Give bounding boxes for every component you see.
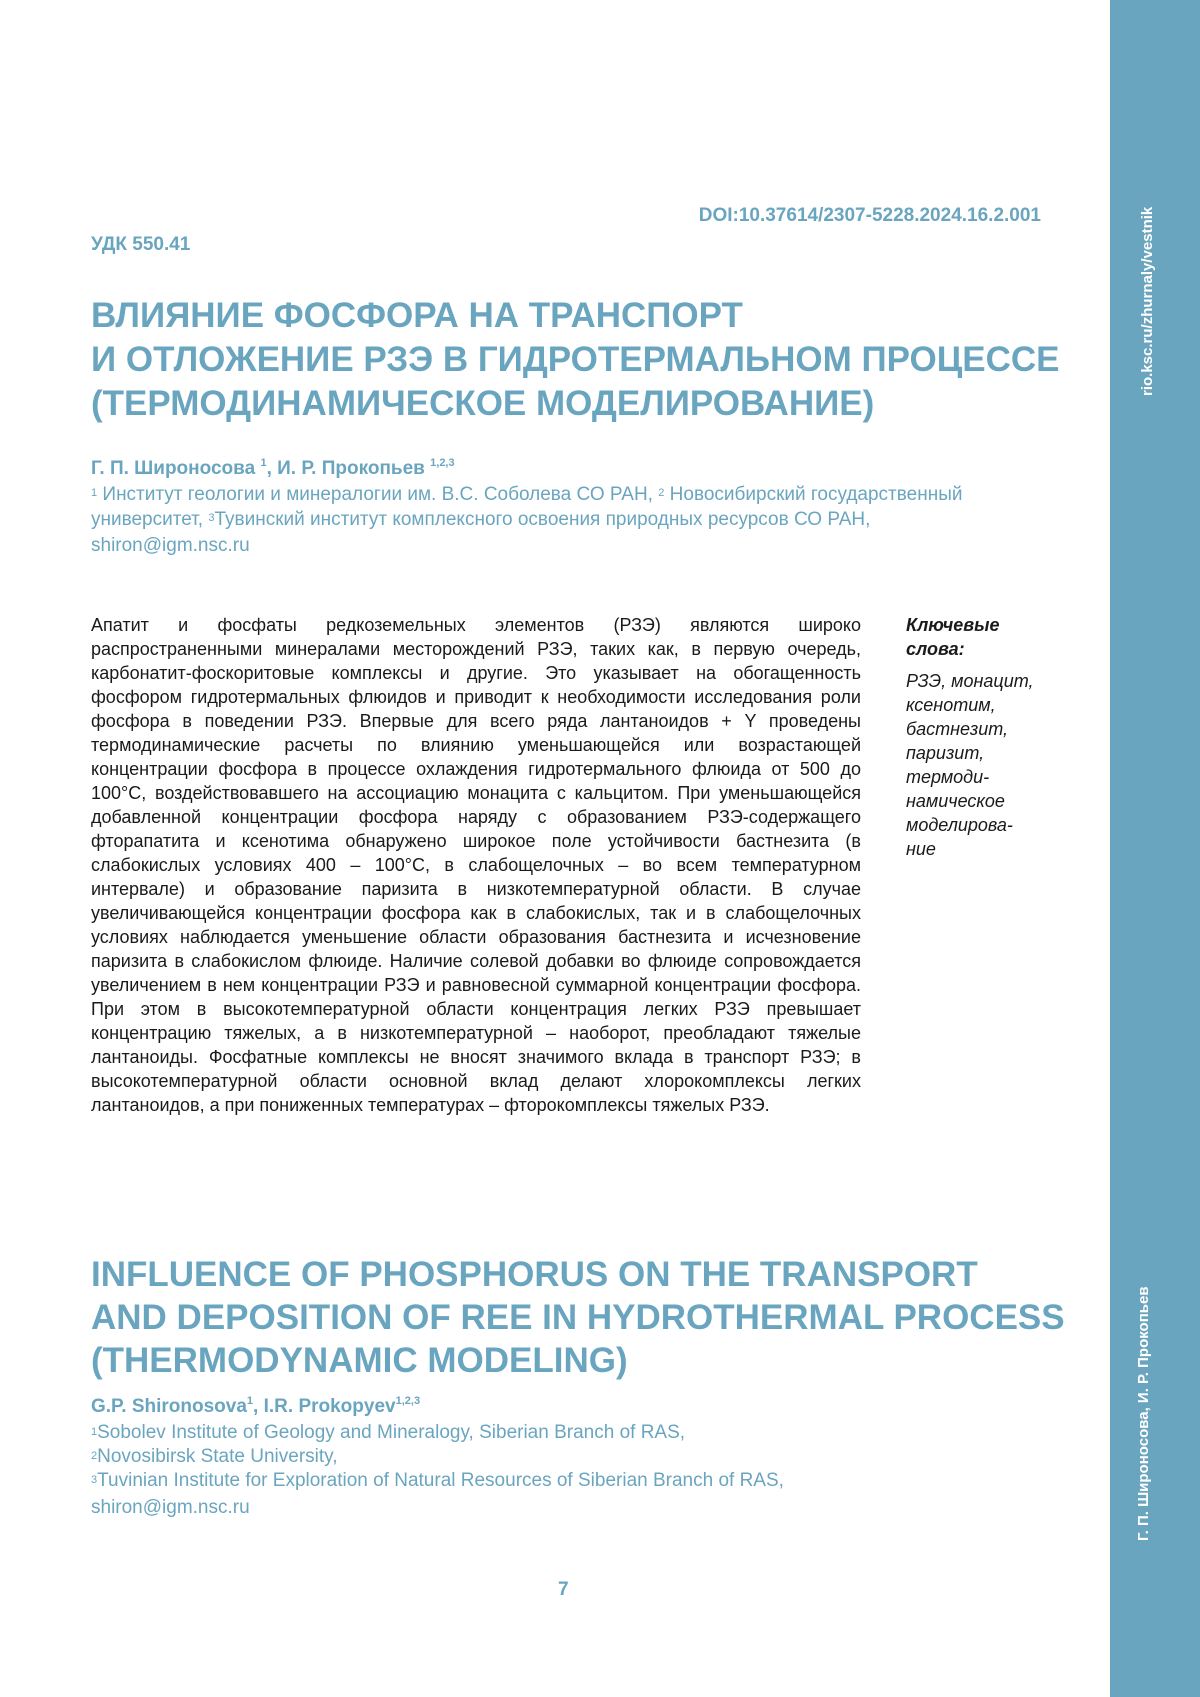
title-ru-line: И ОТЛОЖЕНИЕ РЗЭ В ГИДРОТЕРМАЛЬНОМ ПРОЦЕССЕ (91, 338, 1051, 382)
abstract-ru: Апатит и фосфаты редкоземельных элементов (РЗЭ) являются широко распространенными минералами месторождений РЗЭ, таких как, в первую очередь, карбонатит-фоскоритовые комплексы и другие. Это указывает на обогащенность фосфором гидротермальных флюидов и приводит к необходимости исследования роли фосфора в поведении РЗЭ. Впервые для всего ряда лантаноидов + Y проведены термодинамические расчеты по влиянию уменьшающейся или возрастающей концентрации фосфора в процессе охлаждения гидротермального флюида от 500 до 100°C, воздействовавшего на ассоциацию монацита с кальцитом. При уменьшающейся добавленной концентрации фосфора наряду с образованием РЗЭ-содержащего фторапатита и ксенотима обнаружено широкое поле устойчивости бастнезита (в слабокислых условиях 400 – 100°C, в слабощелочных – во всем температурном интервале) и образование паризита в низкотемпературной области. В случае увеличивающейся концентрации фосфора как в слабокислых, так и в слабощелочных условиях наблюдается уменьшение области образования бастнезита и исчезновение паризита в слабокислом флюиде. Наличие солевой добавки во флюиде сопровождается увеличением в нем концентрации РЗЭ и равновесной суммарной концентрации фосфора. При этом в высокотемпературной области концентрация легких РЗЭ превышает концентрацию тяжелых, а в низкотемпературной – наоборот, преобладают тяжелые лантаноиды. Фосфатные комплексы не вносят значимого вклада в транспорт РЗЭ; в высокотемпературной области основной вклад делают хлорокомплексы легких лантаноидов, а при пониженных температурах – фторокомплексы тяжелых РЗЭ. (91, 613, 861, 1117)
keywords-line: намическое (906, 789, 1046, 813)
author-name: Г. П. Широносова (91, 458, 255, 479)
author-affiliation-mark: 1,2,3 (430, 457, 454, 469)
affiliation-mark: 2 (658, 487, 664, 499)
keywords-line: ксенотим, (906, 693, 1046, 717)
keywords-heading: Ключевые слова: (906, 613, 1046, 661)
title-en-line: INFLUENCE OF PHOSPHORUS ON THE TRANSPORT (91, 1253, 1051, 1296)
affiliation: Новосибирский государственный университет, (91, 484, 962, 530)
affiliations-ru (91, 482, 1051, 532)
affiliation: Тувинский институт комплексного освоения природных ресурсов СО РАН, (214, 509, 870, 530)
keywords-line: паризит, (906, 741, 1046, 765)
journal-url[interactable]: rio.ksc.ru/zhurnaly/vestnik (1139, 207, 1156, 396)
keywords-line: моделирова- (906, 813, 1046, 837)
affiliation: Институт геологии и минералогии им. В.С. Соболева СО РАН, (102, 484, 653, 505)
affiliation-mark: 3 (91, 1474, 97, 1486)
keywords-line: РЗЭ, монацит, (906, 669, 1046, 693)
doi[interactable]: DOI:10.37614/2307-5228.2024.16.2.001 (699, 205, 1041, 227)
author-separator: , (253, 1396, 264, 1417)
title-en (91, 1253, 1051, 1382)
title-en-line: AND DEPOSITION OF REE IN HYDROTHERMAL PROCESS (91, 1296, 1051, 1339)
title-ru-line: (ТЕРМОДИНАМИЧЕСКОЕ МОДЕЛИРОВАНИЕ) (91, 382, 1051, 426)
page-number: 7 (558, 1579, 569, 1601)
author-name: И. Р. Прокопьев (277, 458, 425, 479)
author-separator: , (267, 458, 278, 479)
affiliation-line (91, 1421, 784, 1445)
author-affiliation-mark: 1 (247, 1395, 253, 1407)
email-ru[interactable]: shiron@igm.nsc.ru (91, 535, 250, 557)
affiliation-line (91, 1469, 784, 1493)
affiliation-mark: 1 (91, 1426, 97, 1438)
author-affiliation-mark: 1 (260, 457, 266, 469)
affiliation: Tuvinian Institute for Exploration of Natural Resources of Siberian Branch of RAS, (97, 1470, 784, 1491)
running-authors: Г. П. Широносова, И. Р. Прокопьев (1135, 1286, 1152, 1541)
affiliation: Sobolev Institute of Geology and Mineralogy, Siberian Branch of RAS, (97, 1422, 685, 1443)
email-en[interactable]: shiron@igm.nsc.ru (91, 1497, 250, 1519)
keywords-line: термоди- (906, 765, 1046, 789)
affiliation-mark: 2 (91, 1450, 97, 1462)
affiliation-mark: 1 (91, 487, 97, 499)
udk-code: УДК 550.41 (91, 234, 190, 256)
affiliation-line (91, 1445, 784, 1469)
authors-ru (91, 458, 455, 480)
affiliations-en (91, 1421, 784, 1493)
affiliation: Novosibirsk State University, (97, 1446, 337, 1467)
keywords-block (906, 613, 1046, 861)
title-en-line: (THERMODYNAMIC MODELING) (91, 1339, 1051, 1382)
title-ru-line: ВЛИЯНИЕ ФОСФОРА НА ТРАНСПОРТ (91, 294, 1051, 338)
author-name: G.P. Shironosova (91, 1396, 247, 1417)
title-ru (91, 294, 1051, 426)
authors-en (91, 1396, 420, 1418)
author-affiliation-mark: 1,2,3 (396, 1395, 420, 1407)
keywords-list (906, 669, 1046, 861)
affiliation-mark: 3 (208, 512, 214, 524)
author-name: I.R. Prokopyev (264, 1396, 396, 1417)
keywords-line: ние (906, 837, 1046, 861)
keywords-line: бастнезит, (906, 717, 1046, 741)
